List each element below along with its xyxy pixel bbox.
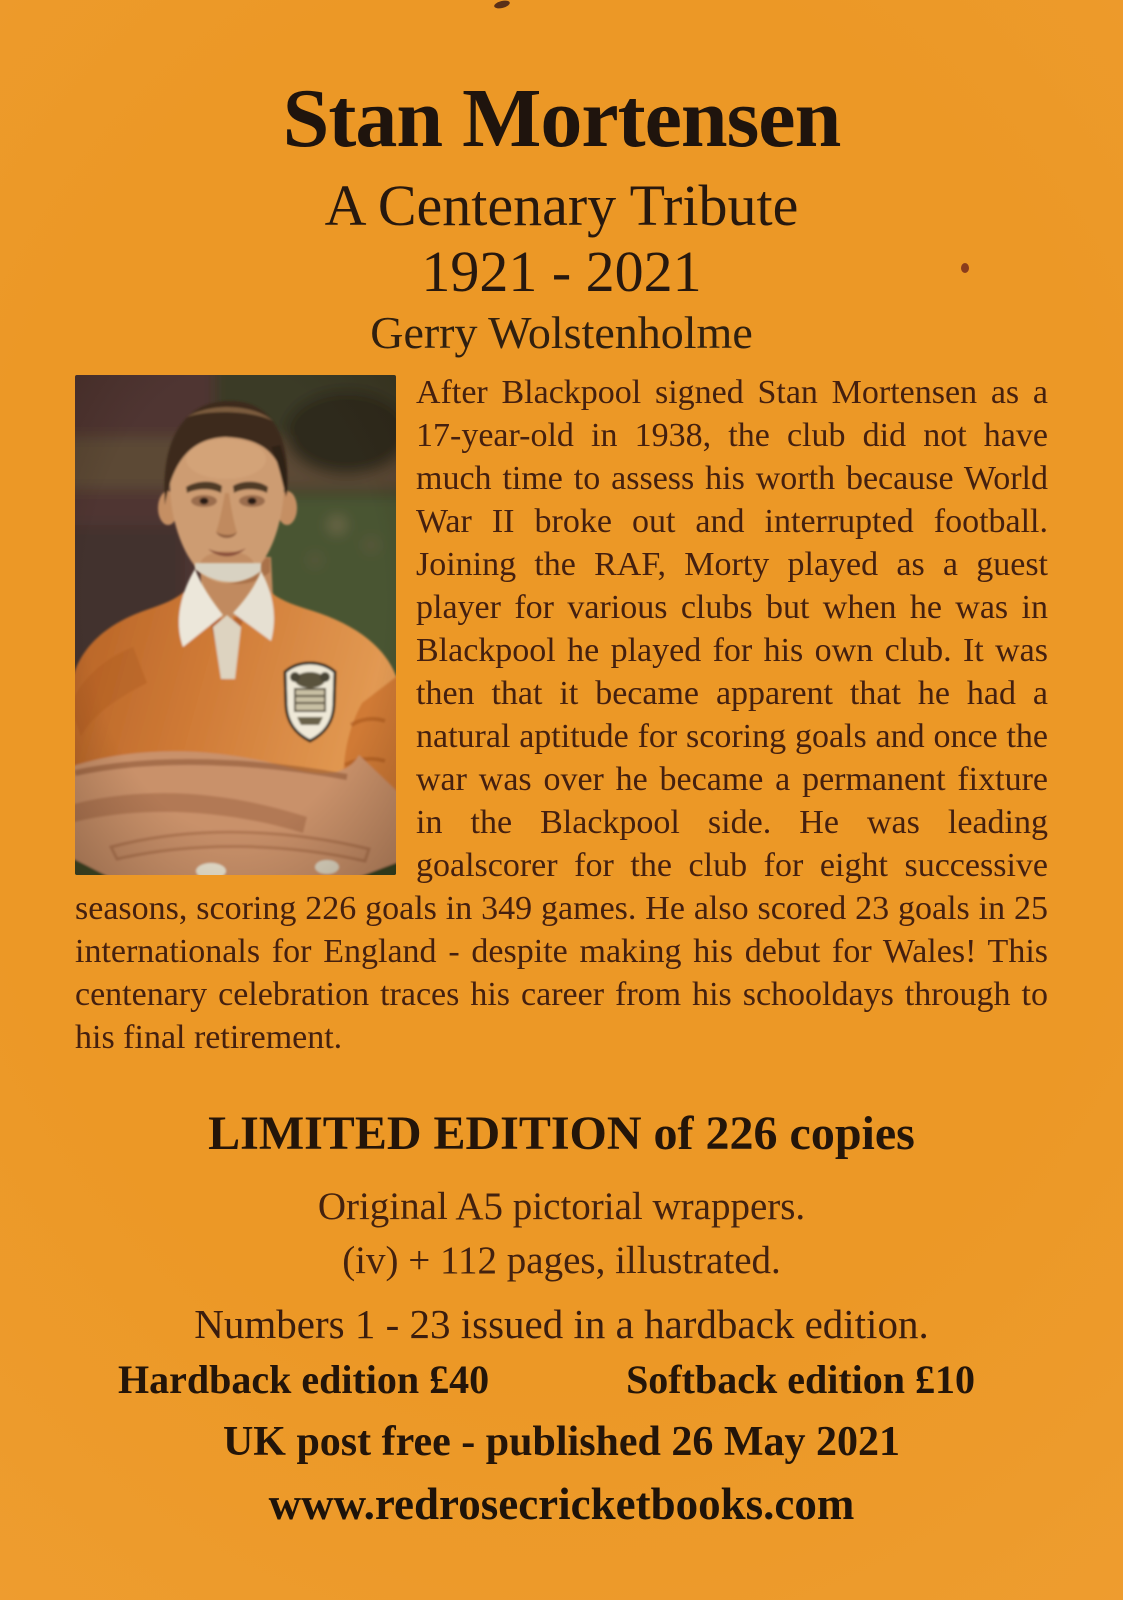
description-text: After Blackpool signed Stan Mortensen as a 17-year-old in 1938, the club did not have much time to assess his worth because World War II broke out and interrupted football. Joining the RAF, Morty played as a guest player for various clubs but when he was in Blackpool he played for his own club. It was then that it became apparent that he had a natural aptitude for scoring goals and once the war was over he became a permanent fixture in the Blackpool side. He was leading goalscorer for the club for eight successive seasons, scoring 226 goals in 349 games. He also scored 23 goals in 25 internationals for England - despite making his debut for Wales! This centenary celebration traces his career from his schooldays through to his final retirement. bbox=[75, 374, 1048, 1056]
scan-speck bbox=[493, 0, 510, 10]
softback-price: Softback edition £10 bbox=[626, 1357, 975, 1402]
price-row bbox=[0, 1356, 1123, 1403]
book-title: Stan Mortensen bbox=[282, 72, 841, 165]
hardback-price: Hardback edition £40 bbox=[118, 1357, 490, 1402]
scan-speck bbox=[961, 263, 969, 273]
book-subtitle: A Centenary Tribute bbox=[324, 173, 799, 238]
website-url: www.redrosecricketbooks.com bbox=[268, 1479, 855, 1529]
description-paragraph bbox=[75, 371, 1048, 1059]
format-wrappers-line: Original A5 pictorial wrappers. bbox=[317, 1185, 806, 1228]
hardback-numbers-line: Numbers 1 - 23 issued in a hardback edition. bbox=[194, 1301, 929, 1347]
centenary-years: 1921 - 2021 bbox=[421, 239, 702, 304]
player-photo bbox=[75, 375, 396, 875]
format-pages-line: (iv) + 112 pages, illustrated. bbox=[342, 1239, 781, 1282]
limited-edition-heading: LIMITED EDITION of 226 copies bbox=[208, 1107, 915, 1160]
postage-line: UK post free - published 26 May 2021 bbox=[222, 1419, 901, 1465]
author-name: Gerry Wolstenholme bbox=[370, 307, 753, 358]
